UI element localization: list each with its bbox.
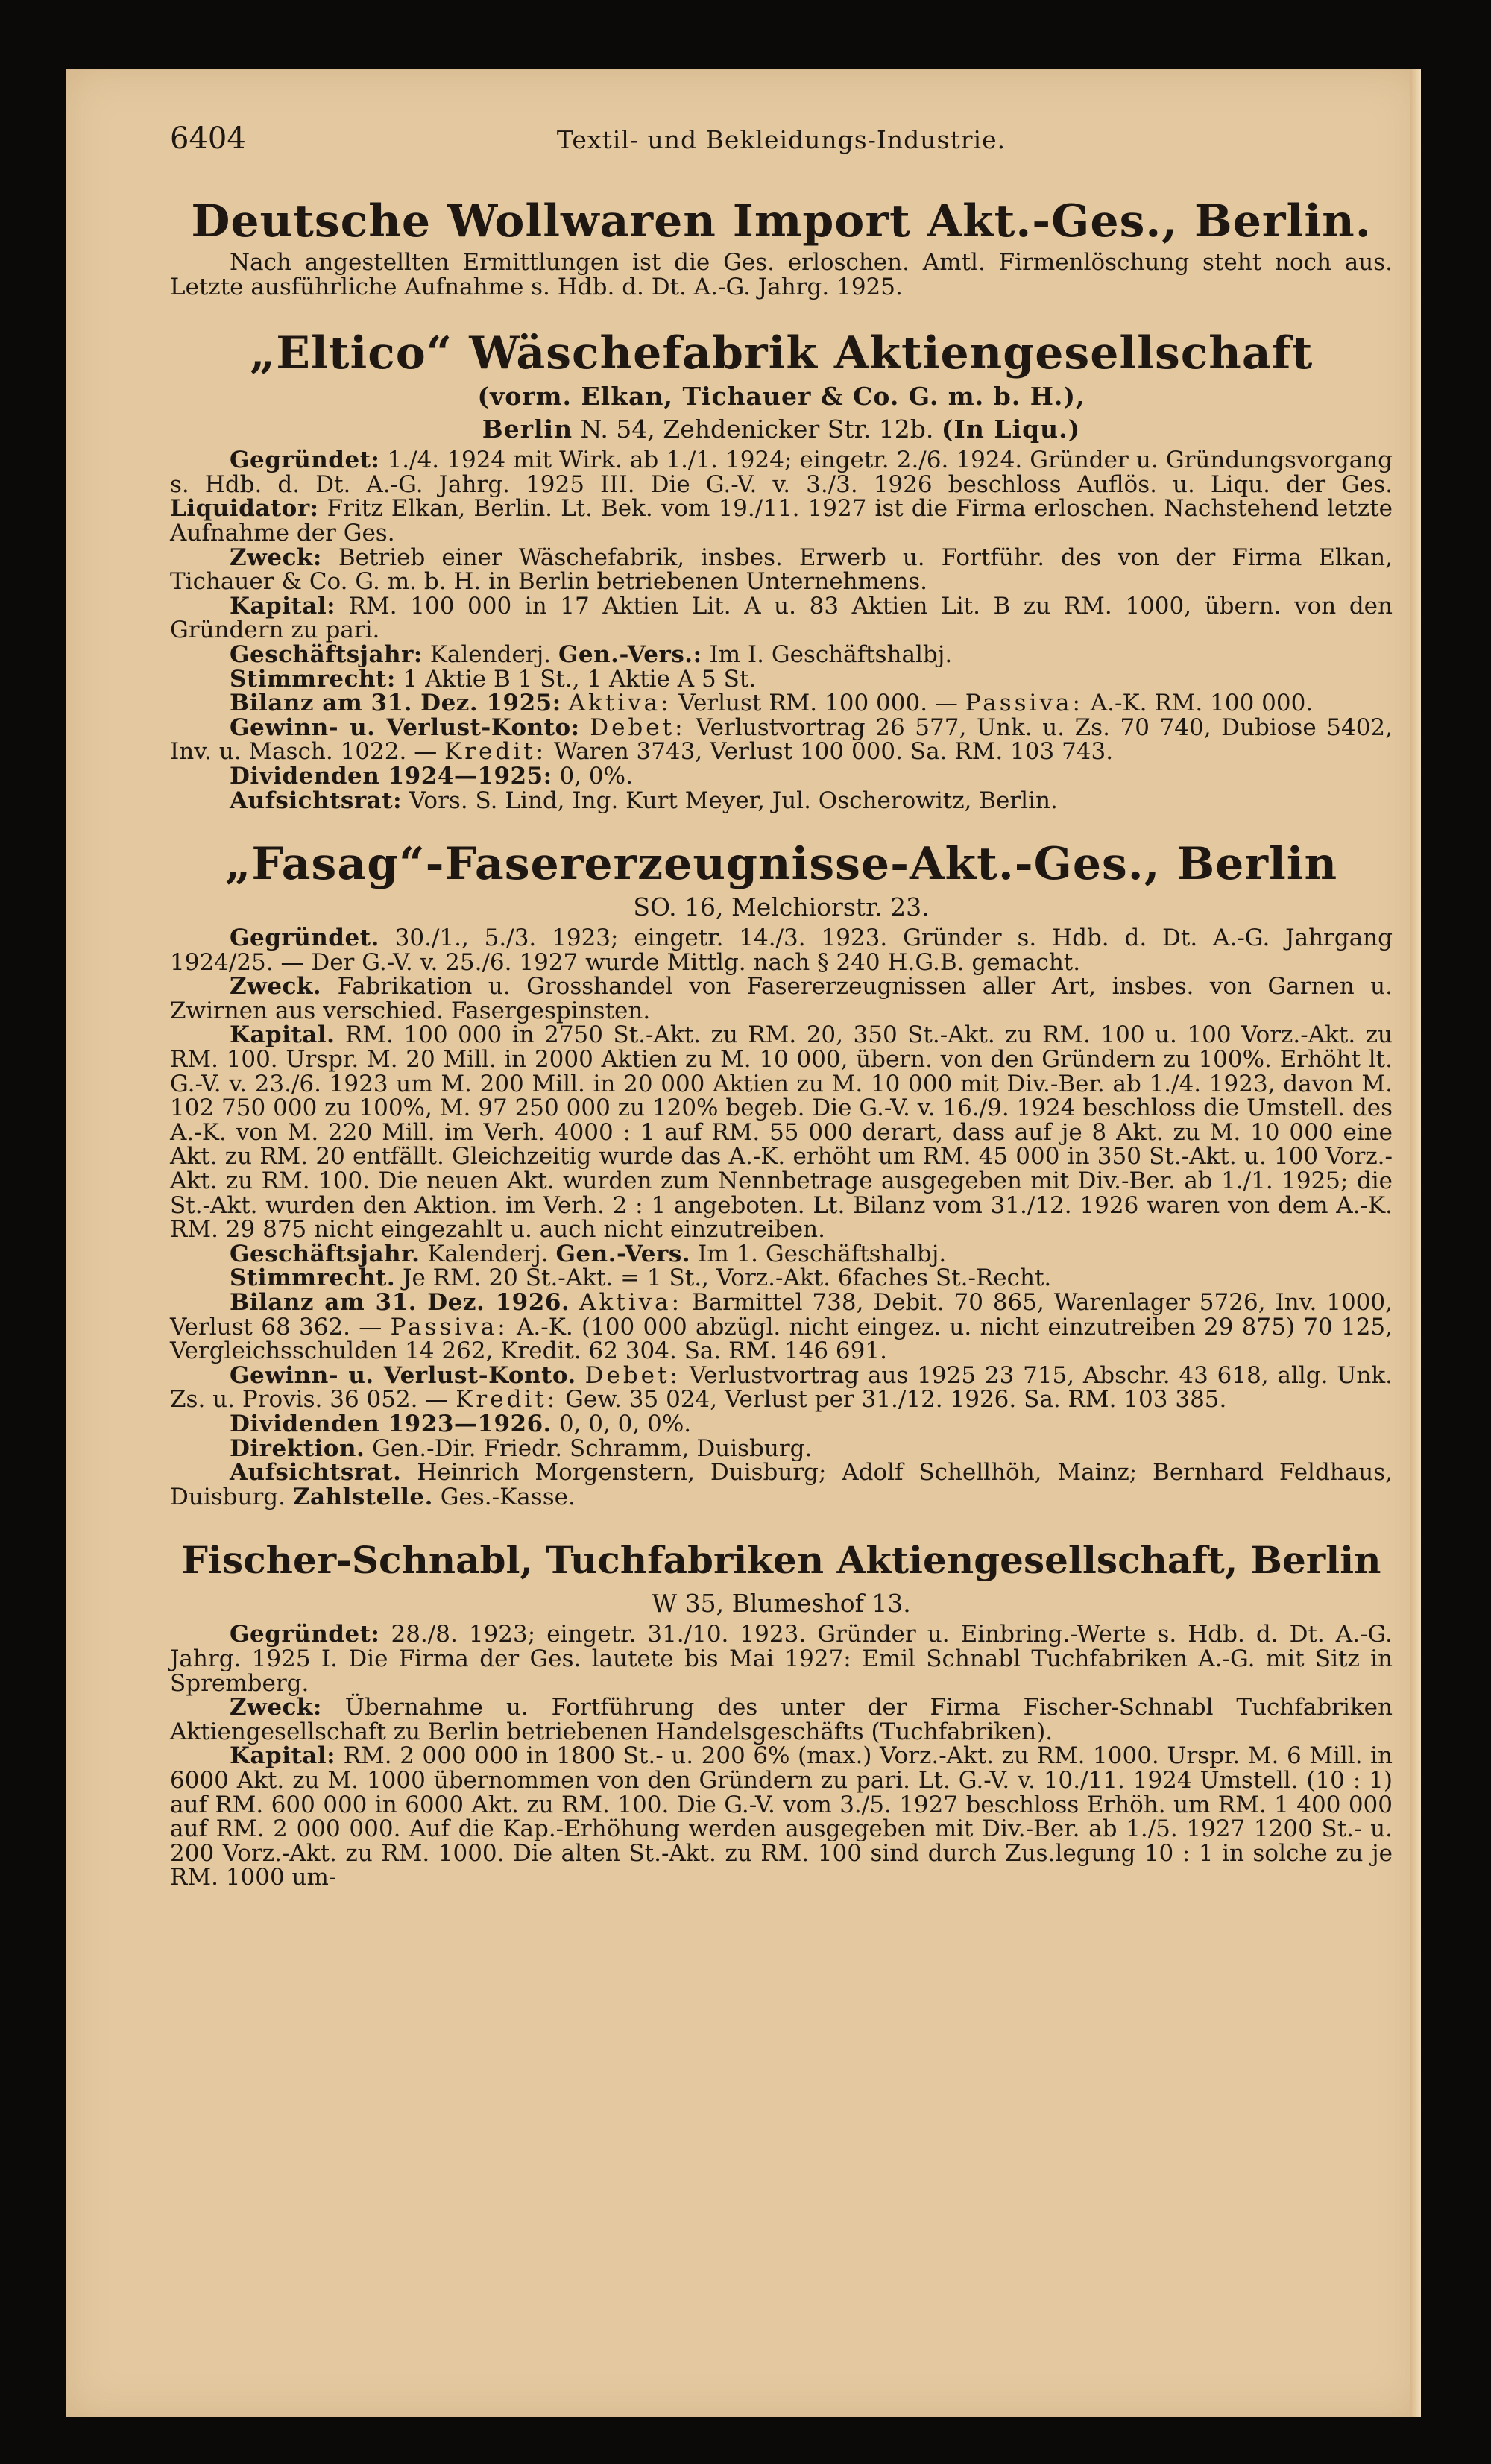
field-value: 30./1., 5./3. 1923; eingetr. 14./3. 1923. Gründer s. Hdb. d. Dt. A.-G. Jahrgang 1924/25. — Der G.-V. v. 25./6. 1927 wurde Mittlg. nach § 240 H.G.B. gemacht. [170, 924, 1393, 976]
field-zweck [170, 543, 1393, 596]
field-zweck [170, 1695, 1393, 1744]
field-value: Waren 3743, Verlust 100 000. Sa. RM. 103 743. [546, 738, 1114, 766]
field-label: Gen.-Vers.: [558, 640, 702, 668]
field-value: Betrieb einer Wäschefabrik, insbes. Erwerb u. Fortführ. des von der Firma Elkan, Tichauer & Co. G. m. b. H. in Berlin betriebenen Unternehmens. [170, 543, 1393, 596]
field-value: Kalenderj. [420, 1240, 556, 1267]
field-label: Zahlstelle. [292, 1483, 433, 1510]
entry-fasag [170, 838, 1393, 1509]
field-value: Im 1. Geschäftshalbj. [690, 1240, 947, 1267]
entry-subtitle [170, 382, 1393, 411]
city: Berlin [482, 415, 573, 444]
field-value: RM. 100 000 in 2750 St.-Akt. zu RM. 20, 350 St.-Akt. zu RM. 100 u. 100 Vorz.-Akt. zu RM. 100. Urspr. M. 20 Mill. in 2000 Aktien zu M. 10 000, übern. von den Gründern zu 100%. Erhöht lt. G.-V. v. 23./6. 1923 um M. 200 Mill. in 20 000 Aktien zu M. 10 000 mit Div.-Ber. ab 1./4. 1923, davon M. 102 750 000 zu 100%, M. 97 250 000 zu 120% begeb. Die G.-V. v. 16./9. 1924 beschloss die Umstell. des A.-K. von M. 220 Mill. im Verh. 4000 : 1 auf RM. 55 000 derart, dass auf je 8 Akt. zu M. 10 000 eine Akt. zu RM. 20 entfällt. Gleichzeitig wurde das A.-K. erhöht um RM. 45 000 in 350 St.-Akt. u. 100 Vorz.-Akt. zu RM. 100. Die neuen Akt. wurden zum Nennbetrage ausgegeben mit Div.-Ber. ab 1./1. 1925; die St.-Akt. wurden den Aktion. im Verh. 2 : 1 angeboten. Lt. Bilanz vom 31./12. 1926 waren von dem A.-K. RM. 29 875 nicht eingezahlt u. auch nicht einzutreiben. [170, 1021, 1393, 1244]
field-geschaeftsjahr [170, 640, 1393, 668]
field-label: Gen.-Vers. [555, 1240, 691, 1267]
field-aufsichtsrat [170, 1461, 1393, 1509]
field-stimmrecht [170, 667, 1393, 692]
field-value: Fabrikation u. Grosshandel von Fasererzeugnissen aller Art, insbes. von Garnen u. Zwirnen aus verschied. Fasergespinsten. [170, 973, 1393, 1024]
field-label: Bilanz am 31. Dez. 1926. [230, 1289, 570, 1316]
field-label: Gegründet: [230, 447, 380, 474]
page-number: 6404 [170, 122, 246, 156]
document-page [66, 69, 1421, 2417]
field-label: Gewinn- u. Verlust-Konto. [230, 1361, 576, 1389]
entry-title: „Eltico“ Wäschefabrik Aktiengesellschaft [249, 327, 1314, 380]
field-label: Geschäftsjahr: [230, 640, 423, 668]
field-label: Kapital. [230, 1021, 335, 1049]
field-value: Ges.-Kasse. [432, 1483, 576, 1510]
field-gegruendet [170, 448, 1393, 545]
field-value: 28./8. 1923; eingetr. 31./10. 1923. Gründer u. Einbring.-Werte s. Hdb. d. Dt. A.-G. Jahrg. 1925 I. Die Firma der Ges. lautete bis Mai 1927: Emil Schnabl Tuchfabriken A.-G. mit Sitz in Spremberg. [170, 1621, 1393, 1697]
field-aufsichtsrat [170, 789, 1393, 813]
field-value: Im I. Geschäftshalbj. [702, 640, 953, 668]
field-value: Kalenderj. [422, 640, 558, 668]
field-label: Zweck: [230, 543, 322, 571]
entry-title: Deutsche Wollwaren Import Akt.-Ges., Berlin. [191, 195, 1372, 248]
kredit-label: Kredit: [444, 738, 547, 766]
field-kapital [170, 1744, 1393, 1890]
aktiva-label: Aktiva: [579, 1289, 683, 1316]
former-name: (vorm. Elkan, Tichauer & Co. G. m. b. H.), [477, 382, 1085, 412]
entry-address: W 35, Blumeshof 13. [652, 1589, 911, 1619]
field-dividenden [170, 764, 1393, 789]
field-label: Gegründet: [230, 1621, 380, 1648]
field-label: Liquidator: [170, 495, 319, 523]
page-header [170, 121, 1393, 166]
field-bilanz [170, 1291, 1393, 1364]
field-label: Kapital: [230, 1742, 336, 1770]
field-value: 0, 0%. [552, 762, 633, 790]
field-label: Stimmrecht. [230, 1264, 396, 1292]
field-kapital [170, 594, 1393, 643]
field-label: Zweck. [230, 973, 322, 1001]
field-value: Übernahme u. Fortführung des unter der Firma Fischer-Schnabl Tuchfabriken Aktiengesellschaft zu Berlin betriebenen Handelsgeschäfts (Tuchfabriken). [170, 1694, 1393, 1745]
field-label: Stimmrecht: [230, 665, 396, 693]
field-label: Gegründet. [230, 924, 379, 952]
field-value: Gew. 35 024, Verlust per 31./12. 1926. Sa. RM. 103 385. [558, 1386, 1227, 1414]
field-value: RM. 100 000 in 17 Aktien Lit. A u. 83 Aktien Lit. B zu RM. 1000, übern. von den Gründern zu pari. [170, 592, 1393, 644]
field-value: Vors. S. Lind, Ing. Kurt Meyer, Jul. Oscherowitz, Berlin. [402, 787, 1058, 814]
page-edge [1410, 69, 1421, 2417]
field-direktion [170, 1434, 1393, 1462]
field-zweck [170, 974, 1393, 1023]
field-value: Je RM. 20 St.-Akt. = 1 St., Vorz.-Akt. 6faches St.-Recht. [395, 1264, 1052, 1292]
kredit-label: Kredit: [456, 1386, 558, 1414]
entry-title: Fischer-Schnabl, Tuchfabriken Aktiengesellschaft, Berlin [181, 1538, 1381, 1583]
field-value: Verlust RM. 100 000. — [671, 690, 965, 717]
field-stimmrecht [170, 1266, 1393, 1291]
passiva-label: Passiva: [965, 690, 1083, 717]
address: N. 54, Zehdenicker Str. 12b. [573, 415, 942, 444]
field-label: Direktion. [230, 1434, 365, 1462]
field-geschaeftsjahr [170, 1242, 1393, 1267]
field-gegruendet [170, 1622, 1393, 1695]
field-label: Dividenden 1923—1926. [230, 1410, 552, 1437]
field-value: Barmittel 738, Debit. 70 865, Warenlager 5726, Inv. 1000, Verlust 68 362. — [170, 1289, 1393, 1340]
passiva-label: Passiva: [390, 1313, 508, 1340]
field-label: Bilanz am 31. Dez. 1925: [230, 690, 561, 717]
aktiva-label: Aktiva: [568, 690, 672, 717]
field-label: Aufsichtsrat. [230, 1459, 402, 1487]
field-kapital [170, 1021, 1393, 1244]
field-value: Gen.-Dir. Friedr. Schramm, Duisburg. [365, 1434, 813, 1462]
liquidation-status: (In Liqu.) [941, 415, 1081, 444]
field-guv [170, 713, 1393, 766]
field-label: Zweck: [230, 1694, 322, 1721]
field-value: Verlustvortrag 26 577, Unk. u. Zs. 70 740, Dubiose 5402, Inv. u. Masch. 1022. — [170, 713, 1393, 766]
field-bilanz [170, 691, 1393, 716]
field-label: Geschäftsjahr. [230, 1240, 420, 1267]
field-value: Heinrich Morgenstern, Duisburg; Adolf Schellhöh, Mainz; Bernhard Feldhaus, Duisburg. [170, 1459, 1393, 1510]
field-value: RM. 2 000 000 in 1800 St.- u. 200 6% (max.) Vorz.-Akt. zu RM. 1000. Urspr. M. 6 Mill. in 6000 Akt. zu M. 1000 übernommen von den Gründern zu pari. Lt. G.-V. v. 10./11. 1924 Umstell. (10 : 1) auf RM. 600 000 in 6000 Akt. zu RM. 100. Die G.-V. vom 3./5. 1927 beschloss Erhöh. um RM. 1 400 000 auf RM. 2 000 000. Auf die Kap.-Erhöhung werden ausgegeben mit Div.-Ber. ab 1./5. 1927 1200 St.- u. 200 Vorz.-Akt. zu RM. 1000. Die alten St.-Akt. zu RM. 100 sind durch Zus.legung 10 : 1 in solche zu je RM. 1000 um- [170, 1742, 1393, 1891]
field-guv [170, 1361, 1393, 1414]
entry-address [170, 415, 1393, 444]
text-column [170, 121, 1393, 1890]
entry-title: „Fasag“-Fasererzeugnisse-Akt.-Ges., Berlin [224, 838, 1338, 891]
field-label: Gewinn- u. Verlust-Konto: [230, 713, 580, 741]
entry-address: SO. 16, Melchiorstr. 23. [633, 892, 930, 922]
debet-label: Debet: [584, 1361, 681, 1389]
field-value: Verlustvortrag aus 1925 23 715, Abschr. 43 618, allg. Unk. Zs. u. Provis. 36 052. — [170, 1361, 1393, 1414]
running-title: Textil- und Bekleidungs-Industrie. [556, 125, 1006, 154]
field-value: Fritz Elkan, Berlin. Lt. Bek. vom 19./11. 1927 ist die Firma erloschen. Nachstehend letzte Aufnahme der Ges. [170, 495, 1393, 546]
debet-label: Debet: [590, 713, 686, 741]
entry-fischer-schnabl [170, 1534, 1393, 1890]
field-value: 0, 0, 0, 0%. [551, 1410, 692, 1437]
field-value: A.-K. (100 000 abzügl. nicht eingez. u. nicht einzutreiben 29 875) 70 125, Vergleichsschulden 14 262, Kredit. 62 304. Sa. RM. 146 691. [170, 1313, 1393, 1365]
field-dividenden [170, 1412, 1393, 1437]
field-label: Dividenden 1924—1925: [230, 762, 552, 790]
field-value: A.-K. RM. 100 000. [1082, 690, 1314, 717]
field-value: 1 Aktie B 1 St., 1 Aktie A 5 St. [395, 665, 757, 693]
field-gegruendet [170, 926, 1393, 974]
entry-paragraph: Nach angestellten Ermittlungen ist die Ges. erloschen. Amtl. Firmenlöschung steht noch aus. Letzte ausführliche Aufnahme s. Hdb. d. Dt. A.-G. Jahrg. 1925. [170, 249, 1393, 300]
entry-deutsche-wollwaren [170, 195, 1393, 299]
field-label: Kapital: [230, 592, 336, 620]
field-label: Aufsichtsrat: [230, 787, 403, 814]
entry-eltico [170, 327, 1393, 813]
field-value: 1./4. 1924 mit Wirk. ab 1./1. 1924; eingetr. 2./6. 1924. Gründer u. Gründungsvorgang s. Hdb. d. Dt. A.-G. Jahrg. 1925 III. Die G.-V. v. 3./3. 1926 beschloss Auflös. u. Liqu. der Ges. [170, 447, 1393, 498]
